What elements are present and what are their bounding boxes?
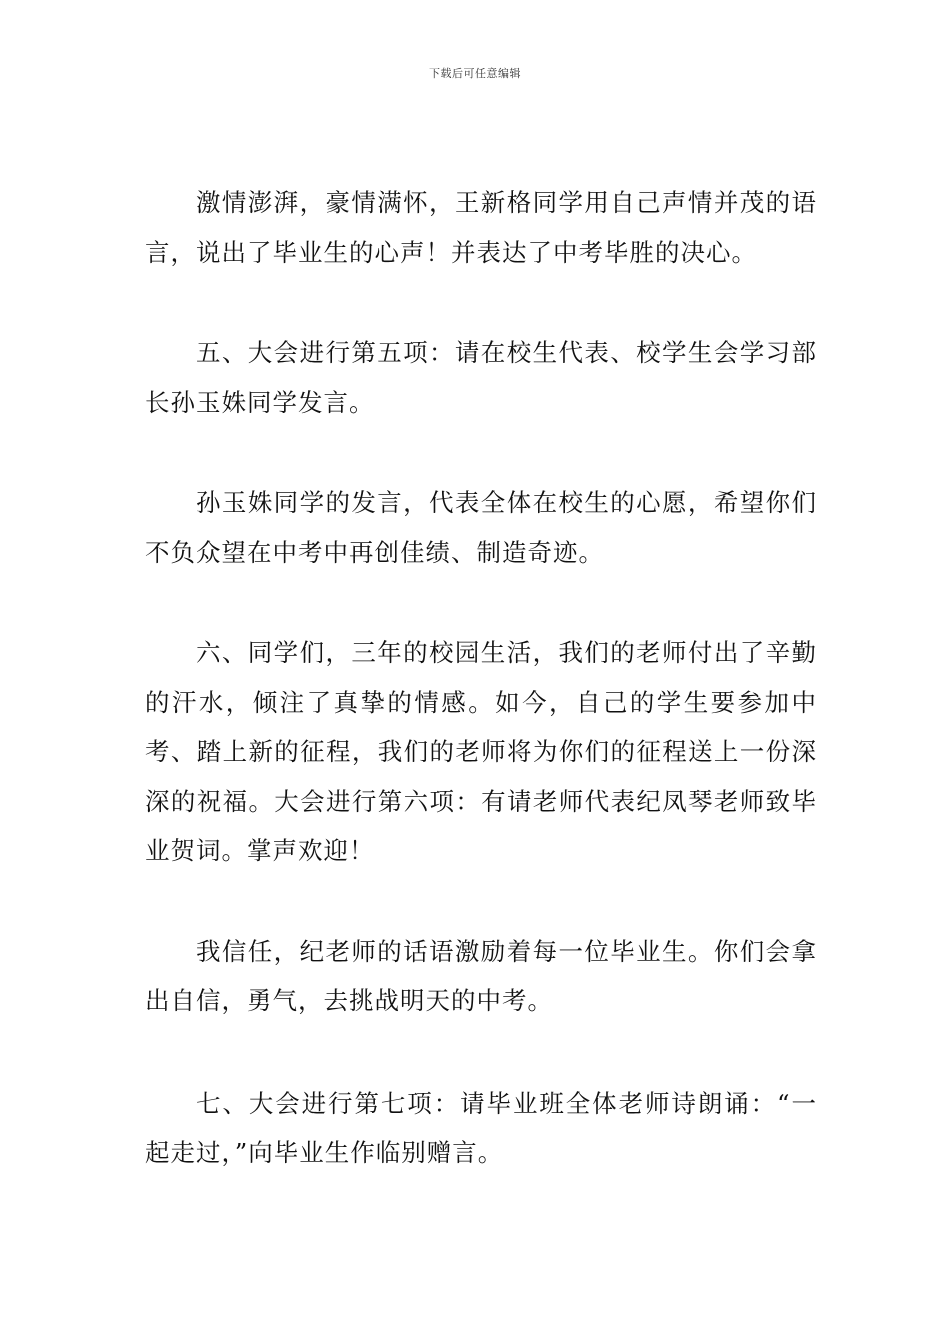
paragraph-spacer: [145, 277, 817, 328]
paragraph-2: 五、大会进行第五项：请在校生代表、校学生会学习部长孙玉姝同学发言。: [145, 338, 817, 417]
paragraph-spacer: [145, 577, 817, 628]
page-header: 下载后可任意编辑: [429, 67, 521, 80]
document-body: [145, 178, 817, 1178]
paragraph-1: 激情澎湃，豪情满怀，王新格同学用自己声情并茂的语言，说出了毕业生的心声！并表达了中考毕胜的决心。: [145, 188, 817, 267]
paragraph-3: 孙玉姝同学的发言，代表全体在校生的心愿，希望你们不负众望在中考中再创佳绩、制造奇迹。: [145, 488, 817, 567]
paragraph-spacer: [145, 1026, 817, 1079]
paragraph-spacer: [145, 876, 817, 927]
paragraph-5: 我信任，纪老师的话语激励着每一位毕业生。你们会拿出自信，勇气，去挑战明天的中考。: [145, 936, 817, 1015]
paragraph-4: 六、同学们，三年的校园生活，我们的老师付出了辛勤的汗水，倾注了真挚的情感。如今，自己的学生要参加中考、踏上新的征程，我们的老师将为你们的征程送上一份深深的祝福。大会进行第六项：有请老师代表纪凤琴老师致毕业贺词。掌声欢迎！: [145, 638, 817, 865]
paragraph-spacer: [145, 427, 817, 478]
paragraph-6: 七、大会进行第七项：请毕业班全体老师诗朗诵：“一起走过，”向毕业生作临别赠言。: [145, 1088, 817, 1167]
